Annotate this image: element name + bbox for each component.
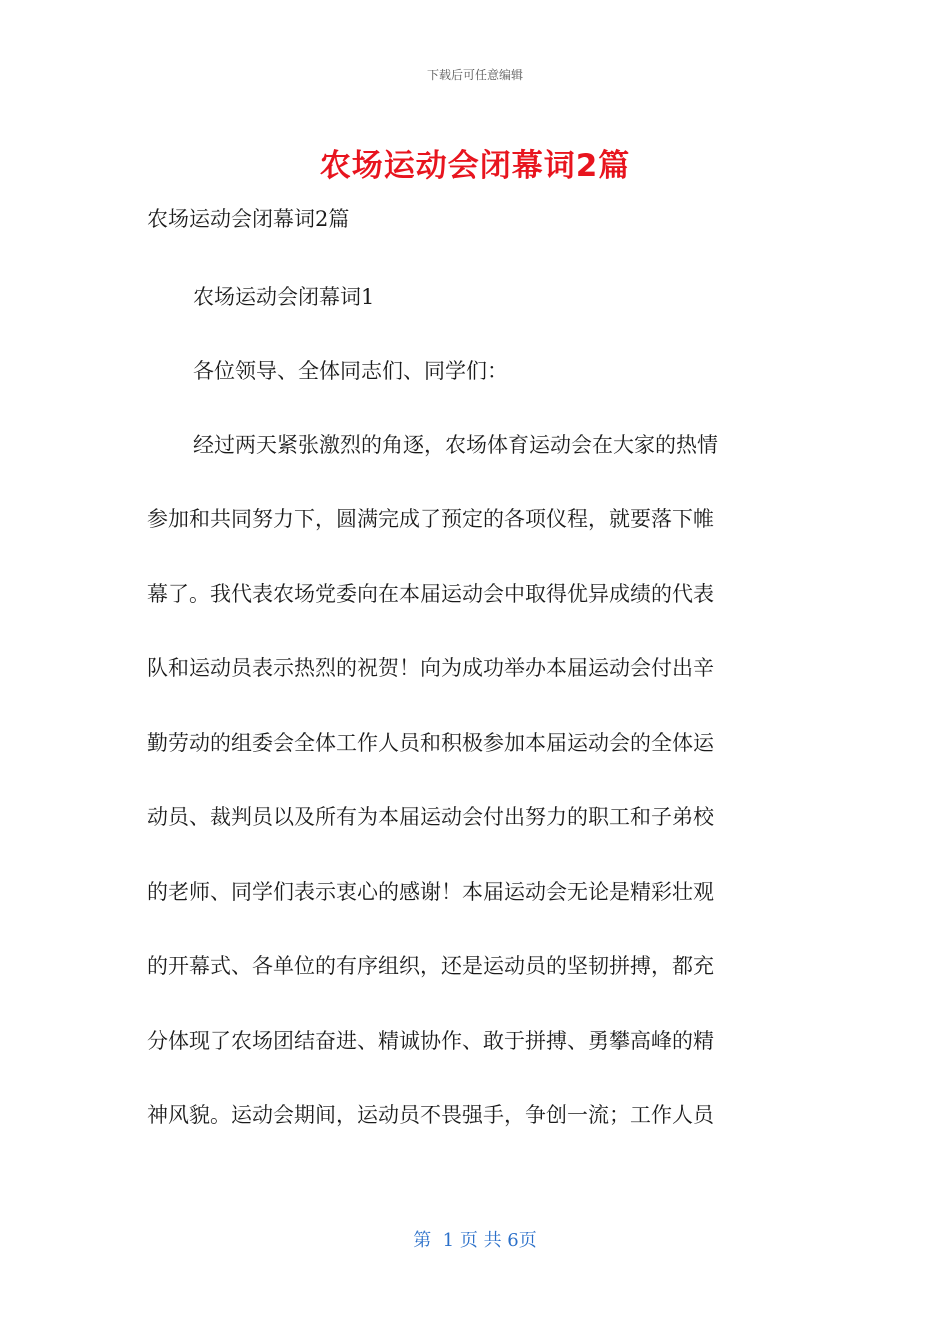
salutation: 各位领导、全体同志们、同学们： bbox=[193, 359, 508, 383]
section-heading: 农场运动会闭幕词1 bbox=[193, 285, 375, 309]
body-line: 勤劳动的组委会全体工作人员和积极参加本届运动会的全体运 bbox=[147, 731, 714, 755]
body-line: 经过两天紧张激烈的角逐，农场体育运动会在大家的热情 bbox=[193, 433, 718, 457]
body-line: 分体现了农场团结奋进、精诚协作、敢于拼搏、勇攀高峰的精 bbox=[147, 1029, 714, 1053]
page-header-note: 下载后可任意编辑 bbox=[426, 68, 523, 82]
body-line: 队和运动员表示热烈的祝贺！向为成功举办本届运动会付出辛 bbox=[147, 656, 714, 680]
body-line: 参加和共同努力下，圆满完成了预定的各项仪程，就要落下帷 bbox=[147, 507, 714, 531]
page-footer: 第 1 页 共 6页 bbox=[413, 1230, 537, 1251]
body-line: 神风貌。运动会期间，运动员不畏强手，争创一流；工作人员 bbox=[147, 1103, 714, 1127]
body-line: 的老师、同学们表示衷心的感谢！本届运动会无论是精彩壮观 bbox=[147, 880, 714, 904]
body-line: 幕了。我代表农场党委向在本届运动会中取得优异成绩的代表 bbox=[147, 582, 714, 606]
body-line: 的开幕式、各单位的有序组织，还是运动员的坚韧拼搏，都充 bbox=[147, 954, 714, 978]
body-line: 动员、裁判员以及所有为本届运动会付出努力的职工和子弟校 bbox=[147, 805, 714, 829]
document-title: 农场运动会闭幕词2篇 bbox=[319, 148, 631, 184]
document-subtitle: 农场运动会闭幕词2篇 bbox=[147, 207, 350, 231]
